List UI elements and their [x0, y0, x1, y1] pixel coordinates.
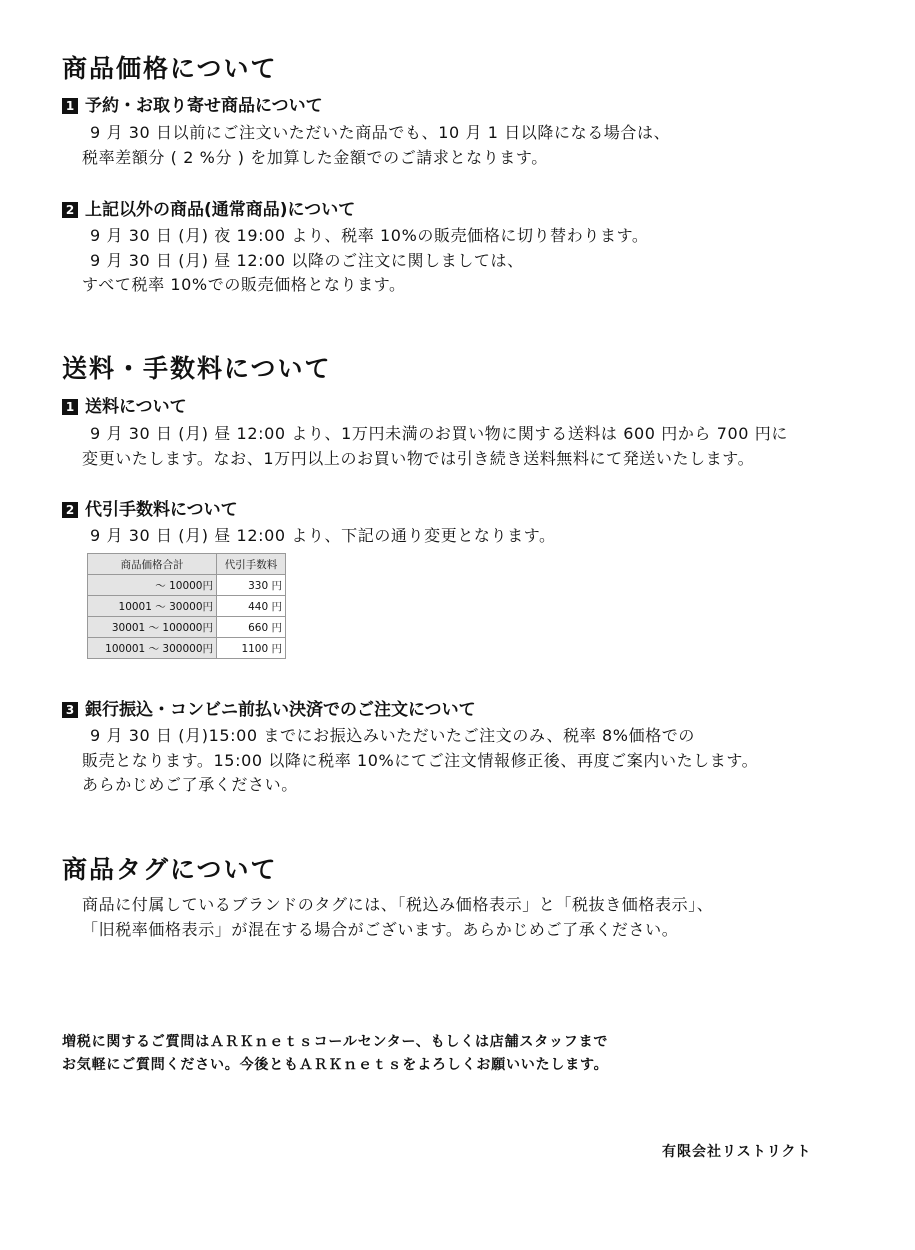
table-row [88, 638, 286, 659]
table-row [88, 617, 286, 638]
text-line: 9 月 30 日 (月) 昼 12:00 より、下記の通り変更となります。 [90, 526, 556, 545]
price-item-2-heading [62, 199, 355, 221]
price-range-cell: ～ 10000円 [88, 575, 217, 596]
price-range-cell: 100001 ～ 300000円 [88, 638, 217, 659]
text-line: 9 月 30 日 (月) 夜 19:00 より、税率 10%の販売価格に切り替わります。 [90, 226, 649, 245]
shipping-item-2-heading [62, 499, 238, 521]
heading-text: 代引手数料について [85, 500, 238, 520]
tags-section-title: 商品タグについて [62, 855, 278, 884]
table-row [88, 596, 286, 617]
text-line: 商品に付属しているブランドのタグには、「税込み価格表示」と「税抜き価格表示」、 [82, 895, 714, 914]
note-line: 増税に関するご質問はＡＲＫｎｅｔｓコールセンター、もしくは店舗スタッフまで [62, 1034, 609, 1050]
company-name: 有限会社リストリクト [662, 1144, 812, 1160]
heading-text: 上記以外の商品(通常商品)について [85, 200, 356, 220]
fee-cell: 440 円 [217, 596, 286, 617]
text-line: 「旧税率価格表示」が混在する場合がございます。あらかじめご了承ください。 [82, 919, 679, 939]
text-line: 変更いたします。なお、1万円以上のお買い物では引き続き送料無料にて発送いたします。 [82, 448, 755, 468]
table-header-row [88, 554, 286, 575]
column-header-cod-fee: 代引手数料 [217, 554, 286, 575]
number-badge: 2 [62, 502, 78, 518]
shipping-item-2-text [82, 524, 556, 549]
number-badge: 2 [62, 202, 78, 218]
column-header-price-total: 商品価格合計 [88, 554, 217, 575]
number-badge: 3 [62, 702, 78, 718]
number-badge: 1 [62, 399, 78, 415]
price-item-1-text [82, 121, 670, 170]
text-line: すべて税率 10%での販売価格となります。 [82, 275, 406, 294]
text-line: 9 月 30 日 (月)15:00 までにお振込みいただいたご注文のみ、税率 8%価格での [90, 726, 695, 745]
heading-text: 予約・お取り寄せ商品について [85, 96, 323, 116]
heading-text: 送料について [85, 397, 187, 417]
number-badge: 1 [62, 98, 78, 114]
text-line: 9 月 30 日以前にご注文いただいた商品でも、10 月 1 日以降になる場合は、 [90, 123, 671, 142]
fee-cell: 660 円 [217, 617, 286, 638]
price-range-cell: 30001 ～ 100000円 [88, 617, 217, 638]
text-line: 9 月 30 日 (月) 昼 12:00 より、1万円未満のお買い物に関する送料は 600 円から 700 円に [90, 424, 788, 443]
closing-note [62, 1031, 608, 1077]
shipping-item-1-heading [62, 396, 187, 418]
shipping-item-3-text [82, 724, 758, 798]
fee-cell: 330 円 [217, 575, 286, 596]
text-line: 販売となります。15:00 以降に税率 10%にてご注文情報修正後、再度ご案内いたします。 [82, 750, 759, 770]
text-line: 税率差額分 ( 2 %分 ) を加算した金額でのご請求となります。 [82, 147, 548, 167]
heading-text: 銀行振込・コンビニ前払い決済でのご注文について [85, 700, 476, 720]
fee-cell: 1100 円 [217, 638, 286, 659]
text-line: 9 月 30 日 (月) 昼 12:00 以降のご注文に関しましては、 [90, 250, 524, 270]
price-range-cell: 10001 ～ 30000円 [88, 596, 217, 617]
price-item-2-text [82, 224, 649, 298]
cod-fee-table [87, 553, 286, 659]
note-line: お気軽にご質問ください。今後ともＡＲＫｎｅｔｓをよろしくお願いいたします。 [62, 1057, 609, 1073]
price-item-1-heading [62, 95, 323, 117]
shipping-item-3-heading [62, 699, 476, 721]
text-line: あらかじめご了承ください。 [82, 775, 298, 794]
shipping-section-title: 送料・手数料について [62, 354, 332, 383]
shipping-item-1-text [82, 422, 788, 471]
table-row [88, 575, 286, 596]
tags-text [82, 893, 713, 942]
price-section-title: 商品価格について [62, 54, 278, 83]
